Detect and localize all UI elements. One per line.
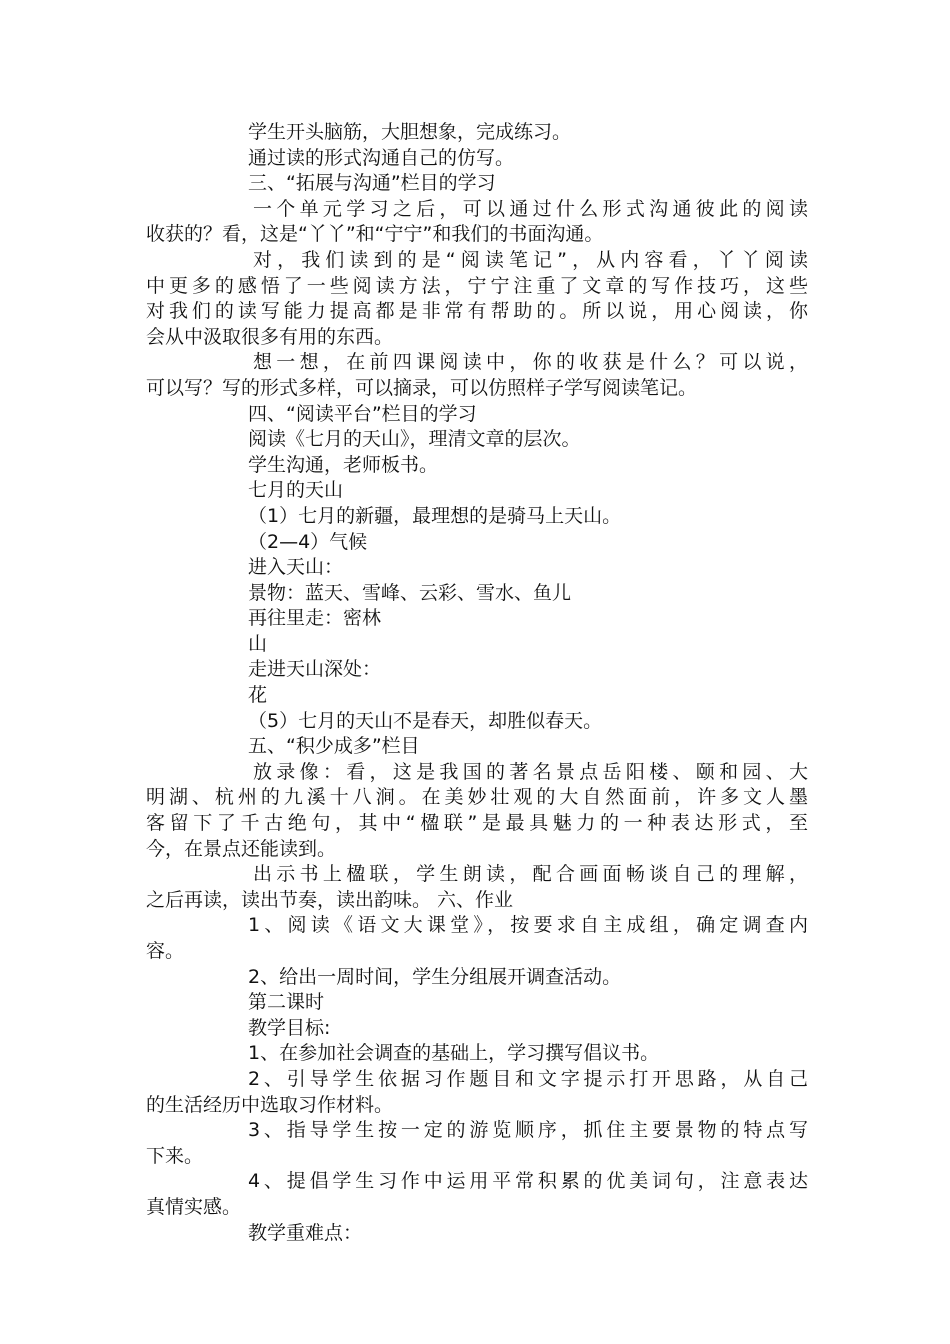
text-line: 2、引导学生依据习作题目和文字提示打开思路，从自己 <box>248 1067 808 1090</box>
text-line: 会从中汲取很多有用的东西。 <box>146 325 394 348</box>
text-line: 今，在景点还能读到。 <box>146 837 337 860</box>
section-heading: 三、“拓展与沟通”栏目的学习 <box>248 172 496 195</box>
text-line: （2—4）气候 <box>248 530 368 553</box>
text-line: 阅读《七月的天山》，理清文章的层次。 <box>248 428 581 451</box>
text-line: 下来。 <box>146 1144 204 1167</box>
text-line: 2、给出一周时间，学生分组展开调查活动。 <box>248 965 622 988</box>
text-line: 3、指导学生按一定的游览顺序，抓住主要景物的特点写 <box>248 1119 808 1142</box>
text-line: 1、在参加社会调查的基础上，学习撰写倡议书。 <box>248 1042 660 1065</box>
text-line: 教学重难点： <box>248 1221 363 1244</box>
text-line: 1、阅读《语文大课堂》，按要求自主成组，确定调查内 <box>248 914 808 937</box>
text-line: 容。 <box>146 940 185 962</box>
text-line: 学生沟通，老师板书。 <box>248 453 439 476</box>
text-line: 山 <box>248 632 268 655</box>
section-heading: 第二课时 <box>248 991 325 1014</box>
text-line: 出示书上楹联，学生朗读，配合画面畅谈自己的理解， <box>253 863 808 886</box>
text-line: 花 <box>248 684 268 707</box>
text-line: 学生开头脑筋，大胆想象，完成练习。 <box>248 121 572 143</box>
text-line: 再往里走：密林 <box>248 607 382 630</box>
text-line: 客留下了千古绝句，其中“楹联”是最具魅力的一种表达形式，至 <box>146 812 808 835</box>
text-line: 对我们的读写能力提高都是非常有帮助的。所以说，用心阅读，你 <box>146 300 808 323</box>
text-line: 4、提倡学生习作中运用平常积累的优美词句，注意表达 <box>248 1170 808 1193</box>
text-line: 的生活经历中选取习作材料。 <box>146 1093 394 1116</box>
text-line: 放录像：看，这是我国的著名景点岳阳楼、颐和园、大 <box>253 760 808 783</box>
text-line: 景物：蓝天、雪峰、云彩、雪水、鱼儿 <box>248 581 572 604</box>
text-line: 走进天山深处： <box>248 658 382 681</box>
section-heading: 五、“积少成多”栏目 <box>248 735 420 758</box>
text-line: 通过读的形式沟通自己的仿写。 <box>248 146 515 169</box>
text-line: 七月的天山 <box>248 479 344 502</box>
text-line: 可以写？写的形式多样，可以摘录，可以仿照样子学写阅读笔记。 <box>146 376 698 399</box>
text-line: 教学目标: <box>248 1016 331 1039</box>
text-line: 中更多的感悟了一些阅读方法，宁宁注重了文章的写作技巧，这些 <box>146 274 808 297</box>
text-line: （5）七月的天山不是春天，却胜似春天。 <box>248 709 603 732</box>
text-line: 想一想，在前四课阅读中，你的收获是什么？可以说， <box>253 351 808 374</box>
text-line: 之后再读，读出节奏，读出韵味。 六、作业 <box>146 888 514 911</box>
text-line: 进入天山： <box>248 556 344 579</box>
section-heading: 四、“阅读平台”栏目的学习 <box>248 402 477 425</box>
text-line: 对，我们读到的是“阅读笔记”，从内容看，丫丫阅读 <box>253 248 808 271</box>
text-line: 明湖、杭州的九溪十八涧。在美妙壮观的大自然面前，许多文人墨 <box>146 786 808 809</box>
document-body <box>146 120 808 1246</box>
text-line: 一个单元学习之后，可以通过什么形式沟通彼此的阅读 <box>253 197 808 220</box>
text-line: （1）七月的新疆，最理想的是骑马上天山。 <box>248 504 622 527</box>
text-line: 真情实感。 <box>146 1195 242 1218</box>
text-line: 收获的？看，这是“丫丫”和“宁宁”和我们的书面沟通。 <box>146 223 604 246</box>
